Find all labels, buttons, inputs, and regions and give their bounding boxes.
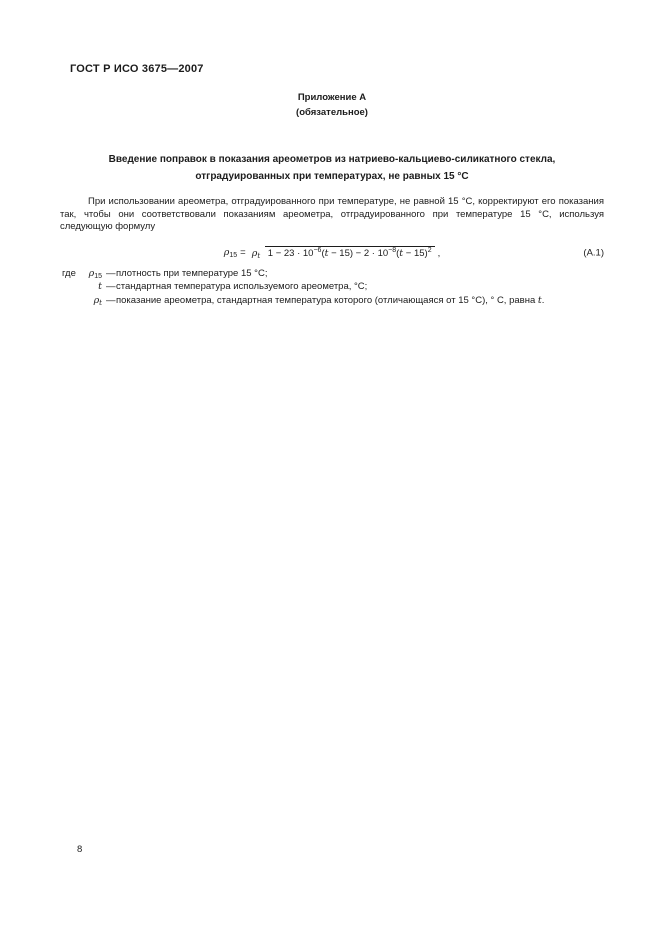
definition-row — [60, 267, 604, 280]
doc-header: ГОСТ Р ИСО 3675—2007 — [70, 63, 204, 75]
numerator-subscript: t — [257, 251, 261, 260]
denominator-text: − 15) − 2 · 10 — [328, 247, 389, 259]
where-definitions — [60, 267, 604, 307]
fraction — [250, 247, 435, 260]
definition-row — [60, 280, 604, 293]
definition-dash: — — [106, 281, 116, 293]
denominator-text: ( — [396, 247, 400, 259]
appendix-heading — [60, 90, 604, 120]
formula-comma: , — [437, 247, 441, 259]
exponent: −6 — [313, 246, 322, 254]
exponent: −8 — [388, 246, 397, 254]
appendix-kind: (обязательное) — [296, 107, 368, 118]
rho-symbol: ρ — [88, 268, 95, 279]
definition-row — [60, 294, 604, 307]
lhs-subscript: 15 — [229, 252, 238, 259]
power-exponent: 2 — [427, 246, 432, 254]
where-label: где — [62, 268, 76, 279]
section-title — [60, 151, 604, 185]
appendix-title: Приложение А — [297, 92, 367, 103]
fraction-numerator — [250, 248, 262, 260]
t-symbol: t — [324, 247, 329, 259]
section-title-line: отградуированных при температурах, не равных 15 °С — [195, 171, 469, 182]
t-symbol: t — [98, 281, 102, 293]
rho-symbol: ρ — [93, 294, 100, 306]
rho-symbol: ρ — [251, 247, 258, 259]
denominator-text: − 15) — [403, 247, 428, 259]
definition-text: показание ареометра, стандартная температура которого (отличающаяся от 15 °С), ° С, равна — [116, 294, 538, 306]
equation-number: (А.1) — [583, 247, 604, 259]
definition-dash: — — [106, 268, 116, 279]
definition-symbol — [60, 294, 102, 310]
formula-lhs — [224, 247, 250, 259]
symbol-subscript: t — [99, 298, 102, 307]
definition-text-var: t — [537, 294, 542, 306]
symbol-subscript: 15 — [94, 273, 102, 280]
rho-symbol: ρ — [223, 247, 230, 258]
page-number: 8 — [77, 844, 83, 855]
definition-dash: — — [106, 294, 116, 306]
definition-text-end: . — [541, 294, 545, 306]
body-paragraph: При использовании ареометра, отградуированного при температуре, не равной 15 °С, корректируют его показания так, чтобы они соответствовали показаниям ареометра, отградуированного при температуре 15 °С, используя следующую формулу — [60, 196, 604, 233]
formula — [60, 236, 604, 270]
t-symbol: t — [399, 247, 404, 259]
denominator-text: 1 − 23 · 10 — [267, 247, 314, 259]
equals-sign: = — [240, 247, 246, 258]
denominator-text: ( — [321, 247, 325, 259]
definition-text: плотность при температуре 15 °С; — [116, 268, 268, 279]
definition-text: стандартная температура используемого ареометра, °С; — [116, 281, 368, 293]
fraction-denominator — [265, 246, 435, 259]
section-title-line: Введение поправок в показания ареометров из натриево-кальциево-силикатного стекла, — [108, 154, 556, 165]
